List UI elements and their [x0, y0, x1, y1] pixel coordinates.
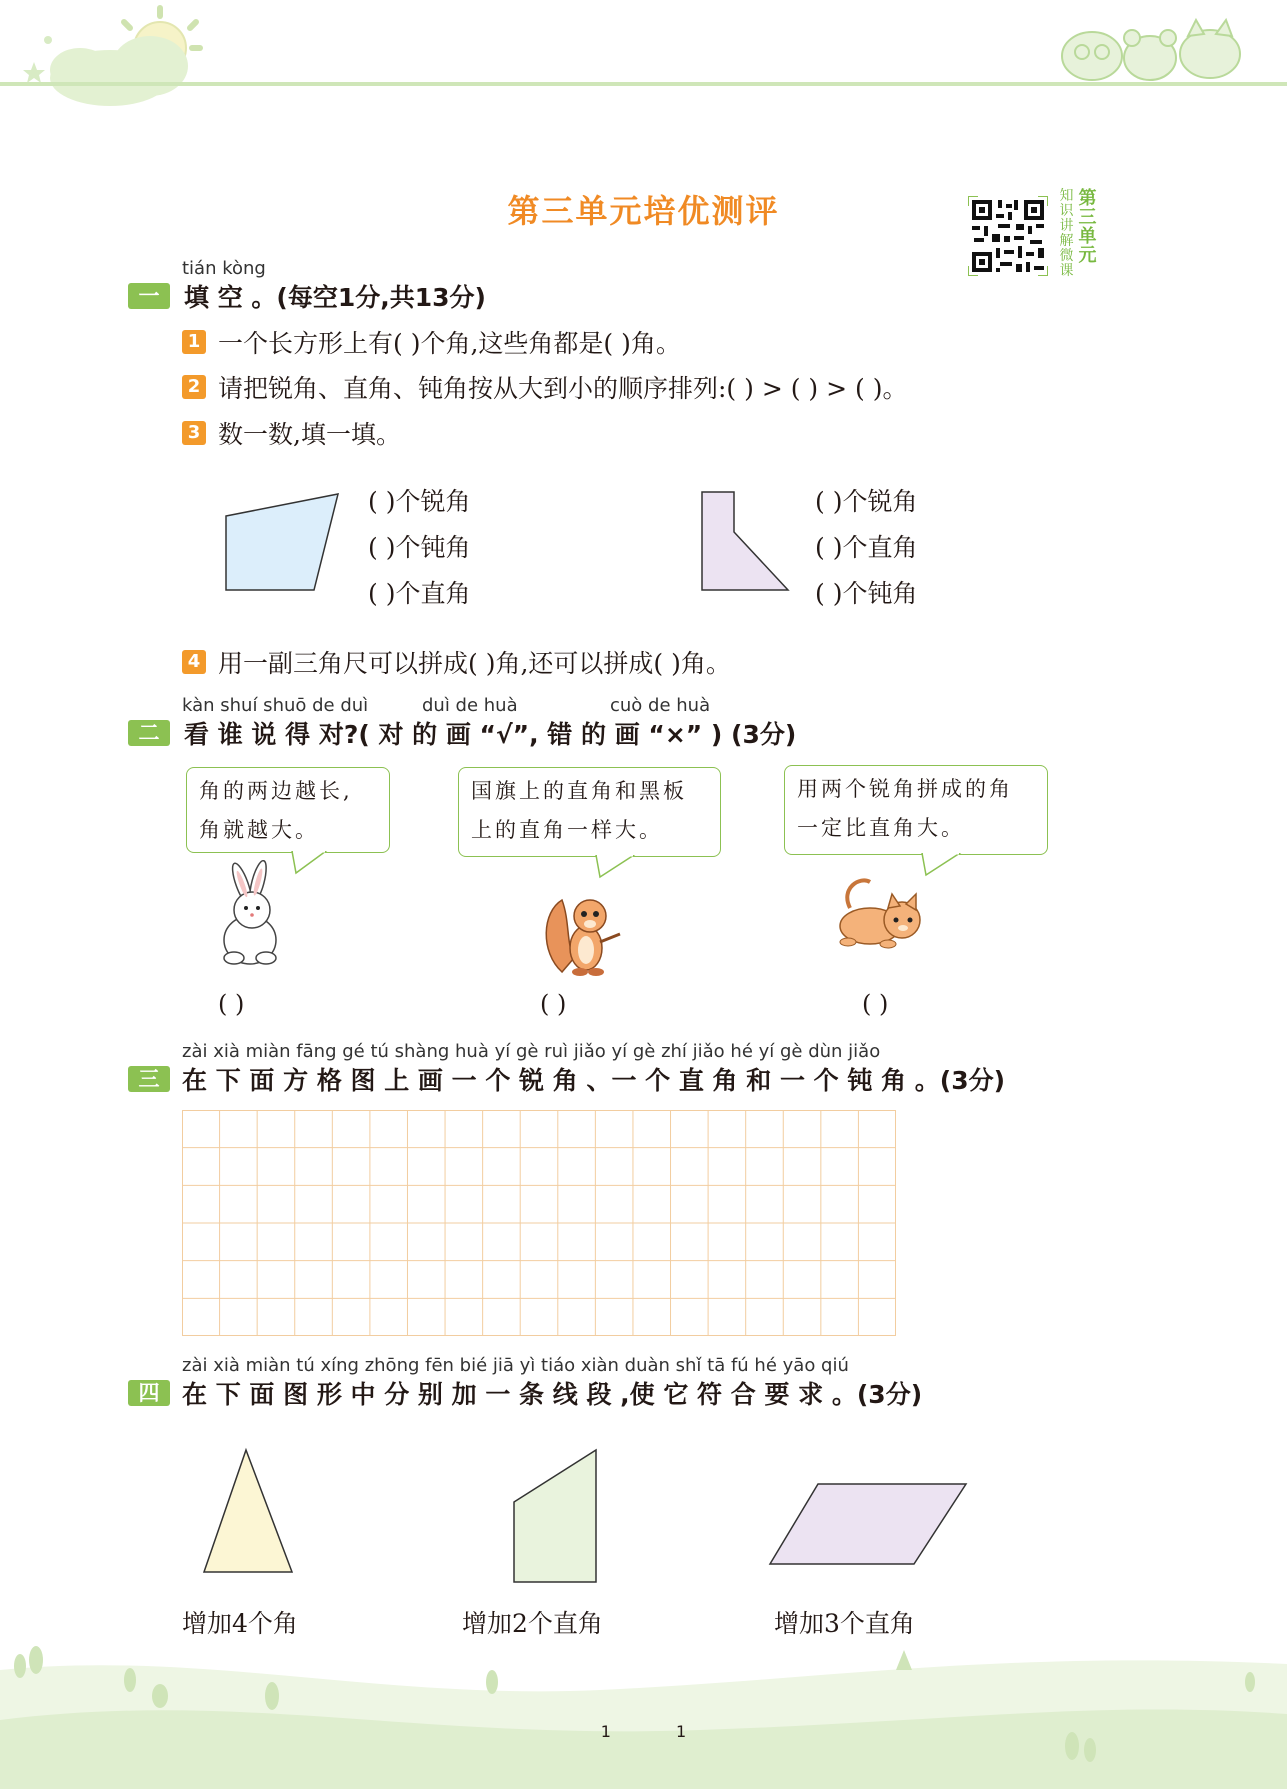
left-count-right: ( )个直角: [368, 579, 471, 608]
qr-label-main: 第三单元: [1078, 188, 1097, 266]
drawing-grid[interactable]: [182, 1110, 896, 1336]
section2-badge: 二: [128, 720, 170, 746]
section3-badge: 三: [128, 1066, 170, 1092]
speech-bubble-cat: [784, 765, 1048, 855]
page-title: 第三单元培优测评: [507, 192, 780, 230]
parallelogram-shape: [766, 1480, 970, 1568]
section2-pinyin-2: duì de huà: [422, 695, 518, 716]
speech-bubble-rabbit: [186, 767, 390, 853]
q1-text: 一个长方形上有( )个角,这些角都是( )角。: [218, 329, 681, 358]
section2-pinyin-3: cuò de huà: [610, 695, 711, 716]
answer-rabbit[interactable]: ( ): [218, 990, 245, 1018]
section2-pinyin-1: kàn shuí shuō de duì: [182, 695, 369, 716]
answer-squirrel[interactable]: ( ): [540, 990, 567, 1018]
right-count-right: ( )个直角: [815, 533, 918, 562]
star-icon: [23, 36, 52, 83]
left-count-acute: ( )个锐角: [368, 487, 471, 516]
header-decoration: [0, 0, 1287, 120]
section1-pinyin: tián kòng: [182, 258, 266, 279]
section3-heading: 在 下 面 方 格 图 上 画 一 个 锐 角 、一 个 直 角 和 一 个 钝 角 。(3分): [182, 1066, 1006, 1095]
bubble-cat-line2: 一定比直角大。: [797, 816, 965, 840]
bubble-cat-line1: 用两个锐角拼成的角: [797, 777, 1013, 801]
rabbit-icon: [200, 860, 294, 968]
quadrilateral-shape: [220, 486, 350, 596]
bubble-rabbit-line2: 角就越大。: [199, 818, 319, 842]
section4-badge: 四: [128, 1380, 170, 1406]
qr-code[interactable]: [968, 196, 1048, 276]
animal-faces-icon: [1062, 20, 1240, 80]
pentagon-shape: [510, 1446, 600, 1586]
q4-text: 用一副三角尺可以拼成( )角,还可以拼成( )角。: [218, 649, 731, 678]
left-count-obtuse: ( )个钝角: [368, 533, 471, 562]
q3-number: 3: [182, 421, 206, 445]
header-rule: [0, 82, 1287, 86]
trapezoid-shape: [696, 488, 796, 594]
q3-text: 数一数,填一填。: [218, 420, 401, 449]
cloud-icon: [50, 36, 188, 106]
q2-number: 2: [182, 375, 206, 399]
section4-heading: 在 下 面 图 形 中 分 别 加 一 条 线 段 ,使 它 符 合 要 求 。(3分): [182, 1380, 923, 1409]
section1-badge: 一: [128, 283, 170, 309]
bubble-tail-rabbit: [290, 851, 330, 875]
caption-triangle: 增加4个角: [182, 1609, 298, 1638]
qr-label: [1056, 189, 1098, 279]
speech-bubble-squirrel: [458, 767, 721, 857]
right-count-acute: ( )个锐角: [815, 487, 918, 516]
cat-icon: [830, 868, 930, 958]
footer-landscape: [0, 1630, 1287, 1789]
caption-parallelogram: 增加3个直角: [774, 1609, 915, 1638]
qr-label-sub: 知识讲解微课: [1059, 188, 1074, 279]
section2-heading: 看 谁 说 得 对?( 对 的 画 “√”, 错 的 画 “×” ) (3分): [184, 720, 797, 749]
caption-pentagon: 增加2个直角: [462, 1609, 603, 1638]
section4-pinyin: zài xià miàn tú xíng zhōng fēn bié jiā yì tiáo xiàn duàn shǐ tā fú hé yāo qiú: [182, 1355, 849, 1376]
bubble-squirrel-line1: 国旗上的直角和黑板: [471, 779, 687, 803]
right-count-obtuse: ( )个钝角: [815, 579, 918, 608]
bubble-rabbit-line1: 角的两边越长,: [199, 779, 353, 803]
section1-heading: 填 空 。(每空1分,共13分): [184, 283, 486, 312]
triangle-shape: [200, 1446, 296, 1576]
squirrel-icon: [540, 882, 626, 978]
section3-pinyin: zài xià miàn fāng gé tú shàng huà yí gè ruì jiǎo yí gè zhí jiǎo hé yí gè dùn jiǎo: [182, 1041, 881, 1062]
q4-number: 4: [182, 650, 206, 674]
bubble-squirrel-line2: 上的直角一样大。: [471, 818, 663, 842]
q1-number: 1: [182, 330, 206, 354]
answer-cat[interactable]: ( ): [862, 990, 889, 1018]
page-number: 1 1: [600, 1722, 687, 1741]
bubble-tail-squirrel: [594, 855, 638, 879]
q2-text: 请把锐角、直角、钝角按从大到小的顺序排列:( ) > ( ) > ( )。: [218, 374, 908, 403]
